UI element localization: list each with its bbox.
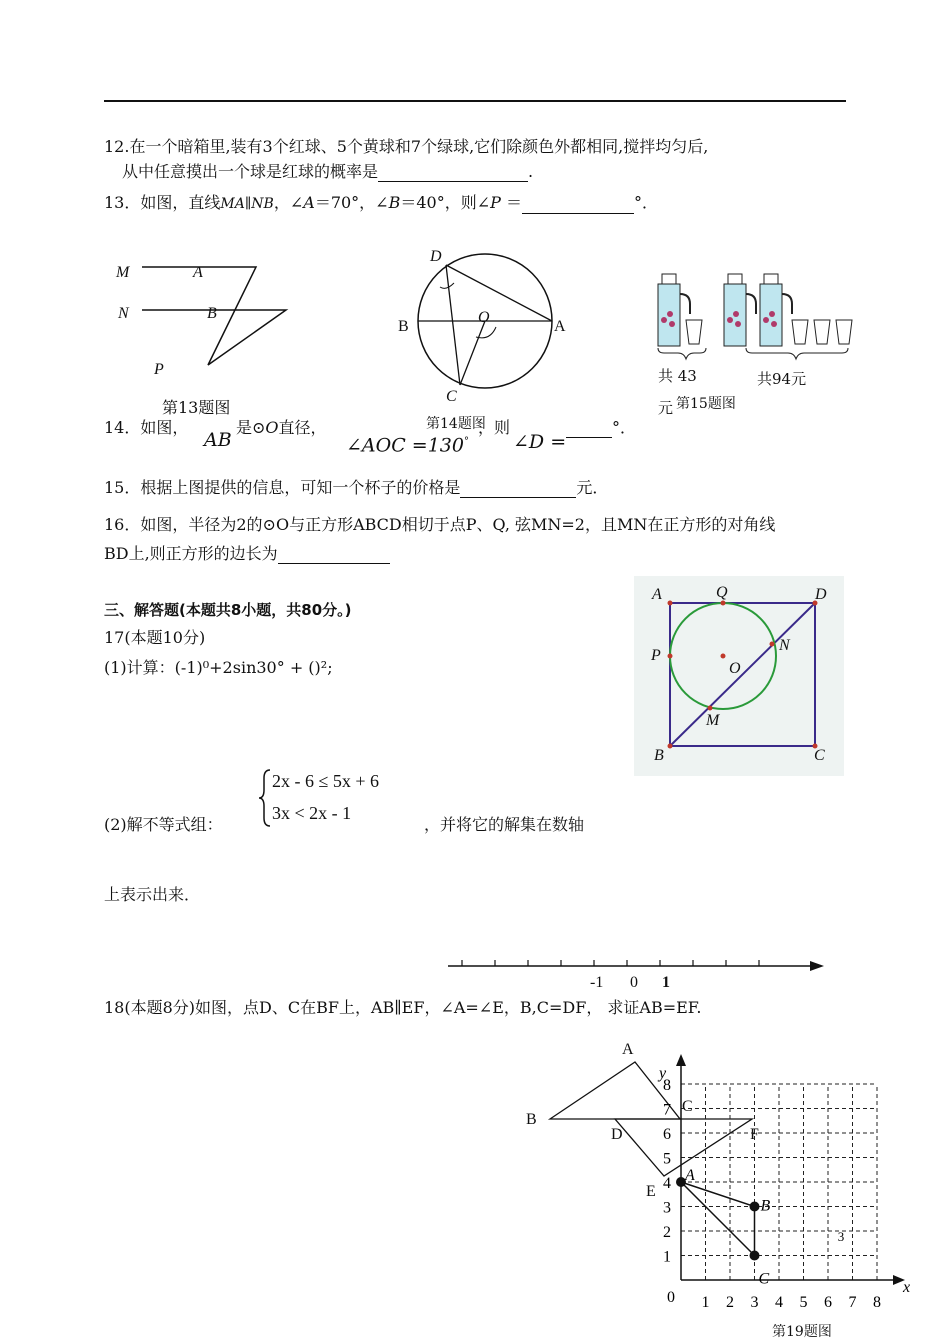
cup-icon bbox=[814, 320, 830, 344]
numberline-tick-neg1: -1 bbox=[590, 974, 604, 991]
q14-text-a: 14．如图， bbox=[104, 418, 189, 437]
cup-icon bbox=[686, 320, 702, 344]
point-label-C: C bbox=[758, 1270, 770, 1288]
fig15-right-text: 共94元 bbox=[757, 370, 807, 388]
fig13-label-B: B bbox=[207, 305, 217, 322]
q13-part: P bbox=[490, 193, 501, 212]
y-tick-label: 3 bbox=[663, 1199, 671, 1217]
fig16-label-Q: Q bbox=[716, 584, 728, 601]
q17-ineq2: 3x < 2x - 1 bbox=[272, 803, 352, 823]
fig16-label-P: P bbox=[651, 647, 661, 664]
fig14-label-D: D bbox=[430, 248, 442, 265]
x-tick-label: 5 bbox=[799, 1294, 808, 1311]
fig15-left-text: 共 43 bbox=[658, 367, 697, 385]
fig13-label-N: N bbox=[118, 305, 129, 322]
q17-part2-tail: ，并将它的解集在数轴 bbox=[424, 815, 585, 834]
y-tick-label: 1 bbox=[663, 1248, 671, 1266]
fig19-caption: 第19题图 bbox=[772, 1324, 832, 1340]
q13-part: 13．如图，直线 bbox=[104, 193, 221, 212]
figure-15 bbox=[650, 268, 865, 363]
fig14-label-C: C bbox=[446, 388, 457, 405]
point-B bbox=[750, 1202, 760, 1212]
q14-part: 是⊙ bbox=[236, 418, 266, 437]
y-tick-label: 8 bbox=[663, 1077, 671, 1094]
y-tick-label: 6 bbox=[663, 1126, 671, 1143]
thermos-icon bbox=[760, 274, 792, 346]
q14-answer bbox=[566, 418, 636, 438]
cup-icon bbox=[836, 320, 852, 344]
q15-answer-blank[interactable] bbox=[460, 481, 576, 498]
fig14-label-O: O bbox=[478, 309, 490, 326]
q13-text bbox=[104, 193, 658, 214]
figure-14 bbox=[410, 245, 570, 405]
fig15-left-unit: 元 bbox=[658, 399, 674, 417]
fig16-label-D: D bbox=[815, 586, 827, 603]
x-axis-label: x bbox=[903, 1279, 911, 1296]
q13-part: MA∥NB bbox=[220, 196, 274, 212]
x-tick-label: 4 bbox=[775, 1294, 783, 1311]
fig18-label-B: B bbox=[526, 1111, 537, 1128]
fig18-label-A: A bbox=[622, 1041, 634, 1058]
y-axis-arrow-icon bbox=[676, 1054, 686, 1066]
q16-line2 bbox=[104, 544, 390, 564]
fig13-label-P: P bbox=[154, 361, 164, 378]
q14-part: O bbox=[265, 418, 279, 437]
fig15-caption: 第15题图 bbox=[676, 396, 736, 412]
point-label-B: B bbox=[760, 1197, 771, 1215]
q17-head: 17(本题10分) bbox=[104, 628, 206, 647]
fig13-label-A: A bbox=[193, 264, 203, 281]
q13-part: ＝ bbox=[500, 193, 522, 212]
q13-answer-blank[interactable] bbox=[522, 197, 634, 214]
q14-part: ∠AOC =130 bbox=[346, 434, 464, 457]
q14-text-d: ，则 bbox=[478, 418, 511, 437]
q12-line2-text: 从中任意摸出一个球是红球的概率是 bbox=[122, 162, 379, 181]
fig16-label-M: M bbox=[706, 712, 720, 729]
fig18-label-F: F bbox=[750, 1126, 759, 1143]
y-axis-label: y bbox=[659, 1065, 667, 1082]
fig18-label-D: D bbox=[611, 1126, 623, 1143]
fig14-label-B: B bbox=[398, 318, 409, 335]
q14-part: °． bbox=[612, 418, 637, 437]
fig16-label-B: B bbox=[654, 747, 664, 764]
number-line[interactable] bbox=[444, 956, 829, 976]
q12-answer-blank[interactable] bbox=[378, 165, 528, 182]
q13-part: B bbox=[388, 193, 401, 212]
fig16-label-A: A bbox=[652, 586, 662, 603]
cup-icon bbox=[792, 320, 808, 344]
numberline-tick-1: 1 bbox=[662, 974, 670, 991]
q13-part: A bbox=[303, 193, 315, 212]
q14-d: ∠D = bbox=[513, 431, 567, 453]
x-tick-label: 8 bbox=[873, 1294, 881, 1311]
q16-part: BD上,则正方形的边长为 bbox=[104, 544, 278, 563]
q14-answer-blank[interactable] bbox=[566, 421, 612, 438]
header-rule bbox=[104, 100, 846, 102]
fig18-label-C: C bbox=[682, 1098, 693, 1115]
x-tick-label: 2 bbox=[726, 1294, 734, 1311]
point-label-A: A bbox=[685, 1167, 695, 1184]
q15-text bbox=[104, 478, 608, 498]
x-tick-label: 6 bbox=[824, 1294, 832, 1311]
q17-ineq1: 2x - 6 ≤ 5x + 6 bbox=[272, 771, 380, 791]
thermos-icon bbox=[724, 274, 756, 346]
q16-line1: 16．如图，半径为2的⊙O与正方形ABCD相切于点P、Q, 弦MN=2，且MN在正方形的对角线 bbox=[104, 515, 776, 534]
q15-part: 元． bbox=[576, 478, 609, 497]
numberline-tick-0: 0 bbox=[630, 974, 638, 991]
fig18-label-E: E bbox=[646, 1183, 656, 1200]
x-tick-label: 7 bbox=[848, 1294, 857, 1311]
q12-line1: 12.在一个暗箱里,装有3个红球、5个黄球和7个绿球,它们除颜色外都相同,搅拌均匀后, bbox=[104, 137, 709, 156]
fig16-label-N: N bbox=[779, 637, 790, 654]
fig14-caption: 第14题图 bbox=[426, 416, 486, 432]
q12-line2: 从中任意摸出一个球是红球的概率是 . bbox=[122, 162, 534, 181]
q14-ab: AB bbox=[204, 429, 232, 451]
q17-part2-label: (2)解不等式组： bbox=[104, 815, 223, 834]
point-C bbox=[750, 1251, 760, 1261]
fig14-label-A: A bbox=[554, 318, 566, 335]
x-tick-label: 3 bbox=[750, 1294, 759, 1311]
y-tick-label: 4 bbox=[663, 1175, 671, 1192]
extra-mark: 3 bbox=[837, 1228, 845, 1244]
q13-part: ，∠ bbox=[273, 193, 304, 212]
y-tick-label: 2 bbox=[663, 1224, 671, 1241]
fig16-label-O: O bbox=[729, 660, 741, 677]
triangle-abc bbox=[681, 1182, 755, 1256]
y-tick-label: 7 bbox=[663, 1101, 671, 1119]
fig16-label-C: C bbox=[814, 747, 825, 764]
thermos-icon bbox=[658, 274, 690, 346]
q17-part2-line2: 上表示出来． bbox=[104, 885, 201, 904]
q13-part: ＝40°，则∠ bbox=[400, 193, 491, 212]
q14-text-b bbox=[236, 418, 327, 438]
q13-part: °． bbox=[634, 193, 659, 212]
q16-answer-blank[interactable] bbox=[278, 547, 390, 564]
y-tick-label: 5 bbox=[663, 1150, 671, 1168]
q15-part: 15．根据上图提供的信息，可知一个杯子的价格是 bbox=[104, 478, 461, 497]
x-tick-label: 1 bbox=[701, 1294, 710, 1311]
section-3-title: 三、解答题(本题共8小题，共80分。) bbox=[104, 601, 352, 619]
fig13-label-M: M bbox=[116, 264, 130, 281]
figure-19-grid bbox=[600, 1040, 930, 1330]
q17-part1: (1)计算：(-1)⁰+2sin30° + ()²; bbox=[104, 658, 333, 677]
inequality-brace bbox=[258, 768, 272, 828]
fig13-caption: 第13题图 bbox=[162, 398, 231, 417]
q14-part: ° bbox=[463, 436, 469, 447]
q18-text: 18(本题8分)如图，点D、C在BF上，AB∥EF，∠A=∠E，B,C=DF， 求证AB=EF. bbox=[104, 998, 702, 1017]
q13-part: ＝70°，∠ bbox=[314, 193, 389, 212]
q14-part: 直径， bbox=[278, 418, 327, 437]
q14-aoc bbox=[346, 432, 469, 455]
origin-label: 0 bbox=[667, 1289, 675, 1306]
